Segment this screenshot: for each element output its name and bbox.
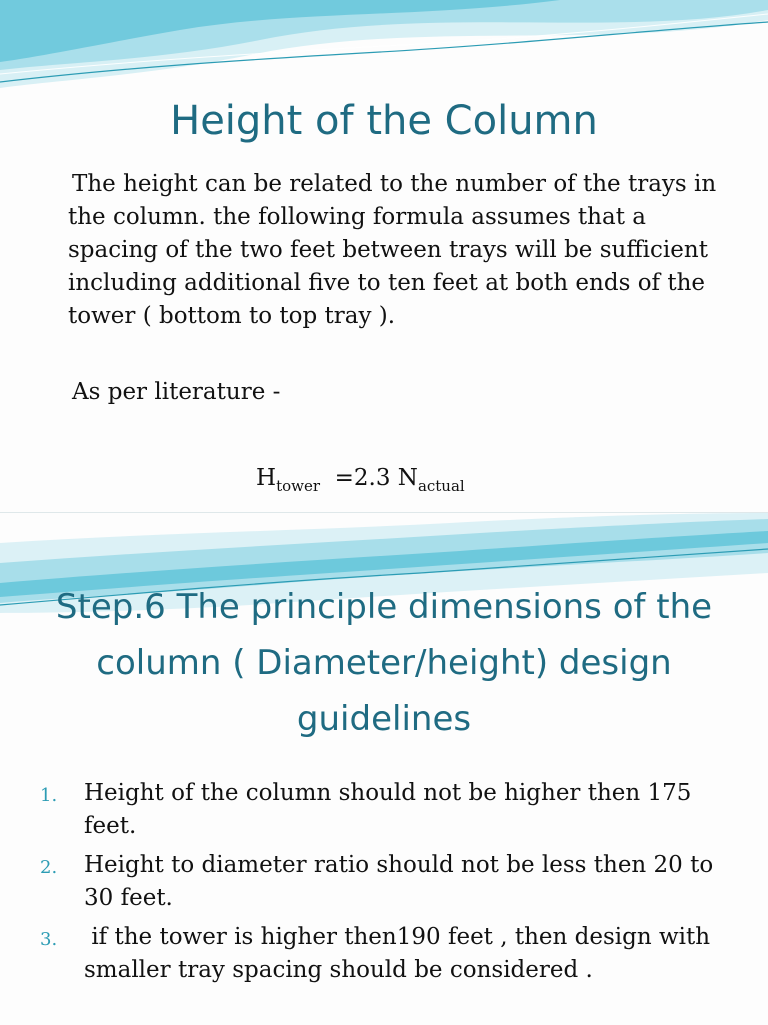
list-number: 2.	[40, 857, 58, 878]
formula-middle	[320, 465, 418, 491]
list-text: Height of the column should not be higher then 175 feet.	[84, 780, 692, 839]
list-number: 1.	[40, 785, 58, 806]
list-item	[40, 777, 720, 843]
height-formula	[256, 465, 465, 495]
guideline-list	[40, 777, 720, 993]
list-text: if the tower is higher then190 feet , then design with smaller tray spacing should be considered .	[84, 924, 718, 983]
slide-title: Step.6 The principle dimensions of the column ( Diameter/height) design guidelines	[55, 587, 713, 739]
formula-h: H	[256, 465, 277, 491]
slide-1	[0, 0, 768, 512]
slide-title: Height of the Column	[170, 98, 598, 144]
formula-n-subscript: actual	[417, 477, 465, 495]
body-paragraph: The height can be related to the number of the trays in the column. the following formula assumes that a spacing of the two feet between trays will be sufficient including additional five to ten feet at both ends of the tower ( bottom to top tray ).	[68, 171, 717, 329]
list-number: 3.	[40, 929, 58, 950]
slide-2	[0, 512, 768, 1025]
formula-coefficient: =2.3 N	[334, 465, 418, 491]
list-item	[40, 921, 720, 987]
list-item	[40, 849, 720, 915]
list-text: Height to diameter ratio should not be less then 20 to 30 feet.	[84, 852, 714, 911]
literature-label: As per literature -	[72, 379, 281, 405]
wave-decoration	[0, 0, 768, 100]
formula-h-subscript: tower	[276, 477, 321, 495]
